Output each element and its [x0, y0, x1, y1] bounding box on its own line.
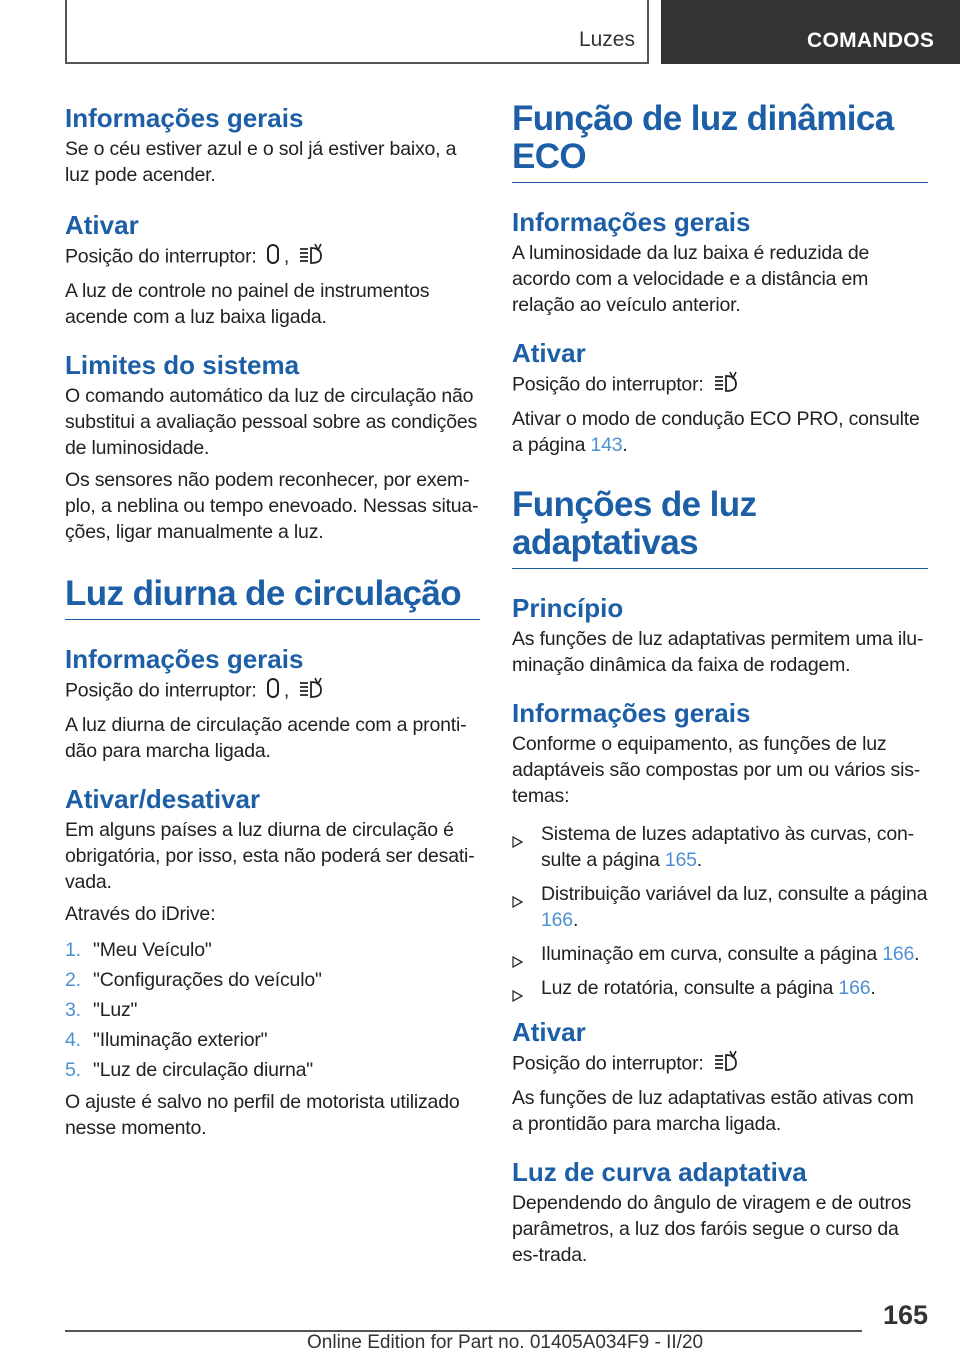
heading-activate-deactivate: Ativar/desativar	[65, 784, 261, 814]
paragraph: Se o céu estiver azul e o sol já estiver baixo, a luz pode acender.	[65, 138, 457, 186]
switch-position-line	[65, 243, 480, 272]
list-item: Sistema de luzes adaptativo às curvas, con‐sulte a página 165.	[512, 821, 928, 873]
low-beam-auto-icon	[713, 371, 739, 400]
page-link[interactable]: 165	[664, 849, 697, 871]
low-beam-auto-icon	[298, 677, 324, 706]
page-link[interactable]: 166	[838, 977, 871, 999]
list-item: 5. "Luz de circulação diurna"	[65, 1059, 314, 1081]
paragraph: Em alguns países a luz diurna de circulação é obrigatória, por isso, esta não poderá ser desati‐vada.	[65, 819, 475, 893]
chapter-heading-daytime-running-light: Luz diurna de circulação	[65, 575, 480, 620]
page-link[interactable]: 166	[541, 909, 573, 931]
triangle-bullet-icon	[512, 983, 523, 1009]
switch-position-line	[512, 1050, 928, 1079]
triangle-bullet-icon	[512, 949, 523, 975]
page-link[interactable]: 166	[882, 943, 915, 965]
idrive-steps-list	[65, 937, 480, 1083]
paragraph: Os sensores não podem reconhecer, por exem‐plo, a neblina ou tempo enevoado. Nessas situa‐ções, ligar manualmente a luz.	[65, 469, 479, 543]
paragraph: Conforme o equipamento, as funções de luz adaptáveis são compostas por um ou vários sis‐temas:	[512, 733, 921, 807]
paragraph: Através do iDrive:	[65, 903, 216, 925]
low-beam-auto-icon	[298, 243, 324, 272]
list-item: Distribuição variável da luz, consulte a página 166.	[512, 881, 928, 933]
adaptive-systems-list	[512, 821, 928, 1001]
heading-principle: Princípio	[512, 593, 624, 623]
heading-activate: Ativar	[512, 1017, 586, 1047]
heading-system-limits: Limites do sistema	[65, 350, 300, 380]
switch-label: Posição do interruptor:	[65, 245, 257, 268]
paragraph: A luminosidade da luz baixa é reduzida de acordo com a velocidade e a distância em relação ao veículo anterior.	[512, 242, 870, 316]
paragraph: A luz diurna de circulação acende com a pronti‐dão para marcha ligada.	[65, 714, 467, 762]
paragraph: O ajuste é salvo no perfil de motorista utilizado nesse momento.	[65, 1091, 460, 1139]
paragraph: A luz de controle no painel de instrumentos acende com a luz baixa ligada.	[65, 280, 430, 328]
switch-label: Posição do interruptor:	[512, 373, 704, 396]
page-number: 165	[882, 1300, 928, 1330]
chapter-heading-eco-light: Função de luz dinâmica ECO	[512, 100, 928, 183]
paragraph: As funções de luz adaptativas estão ativas com a prontidão para marcha ligada.	[512, 1087, 914, 1135]
footer-edition: Online Edition for Part no. 01405A034F9 - II/20	[307, 1332, 704, 1353]
header-frame	[65, 0, 649, 64]
switch-label: Posição do interruptor:	[512, 1052, 704, 1075]
heading-general-info: Informações gerais	[512, 207, 751, 237]
section-title: Luzes	[578, 28, 635, 51]
heading-activate: Ativar	[512, 338, 586, 368]
comma: ,	[283, 245, 290, 268]
switch-position-line	[512, 371, 928, 400]
comma: ,	[283, 679, 290, 702]
triangle-bullet-icon	[512, 889, 523, 915]
auto-light-switch-icon	[266, 243, 280, 272]
chapter-heading-adaptive-light: Funções de luz adaptativas	[512, 486, 928, 569]
paragraph: Dependendo do ângulo de viragem e de outros parâmetros, a luz dos faróis segue o curso da es‐trada.	[512, 1192, 912, 1266]
page-link[interactable]: 143	[590, 434, 623, 456]
heading-general-info: Informações gerais	[512, 698, 751, 728]
low-beam-auto-icon	[713, 1050, 739, 1079]
triangle-bullet-icon	[512, 829, 523, 855]
right-column	[512, 100, 928, 1274]
paragraph: As funções de luz adaptativas permitem uma ilu‐minação dinâmica da faixa de rodagem.	[512, 628, 924, 676]
list-item: Luz de rotatória, consulte a página 166.	[512, 975, 928, 1001]
left-column	[65, 100, 480, 1147]
heading-general-info: Informações gerais	[65, 103, 304, 133]
list-item: 1. "Meu Veículo"	[65, 939, 212, 961]
list-item: 3. "Luz"	[65, 999, 138, 1021]
heading-general-info: Informações gerais	[65, 644, 304, 674]
switch-label: Posição do interruptor:	[65, 679, 257, 702]
switch-position-line	[65, 677, 480, 706]
paragraph: Ativar o modo de condução ECO PRO, consulte a página 143.	[512, 408, 920, 456]
auto-light-switch-icon	[266, 677, 280, 706]
paragraph: O comando automático da luz de circulação não substitui a avaliação pessoal sobre as condições de luminosidade.	[65, 385, 478, 459]
list-item: Iluminação em curva, consulte a página 166.	[512, 941, 928, 967]
heading-activate: Ativar	[65, 210, 139, 240]
chapter-tab: COMANDOS	[661, 0, 960, 64]
heading-adaptive-curve-light: Luz de curva adaptativa	[512, 1157, 807, 1187]
list-item: 4. "Iluminação exterior"	[65, 1029, 268, 1051]
list-item: 2. "Configurações do veículo"	[65, 969, 322, 991]
